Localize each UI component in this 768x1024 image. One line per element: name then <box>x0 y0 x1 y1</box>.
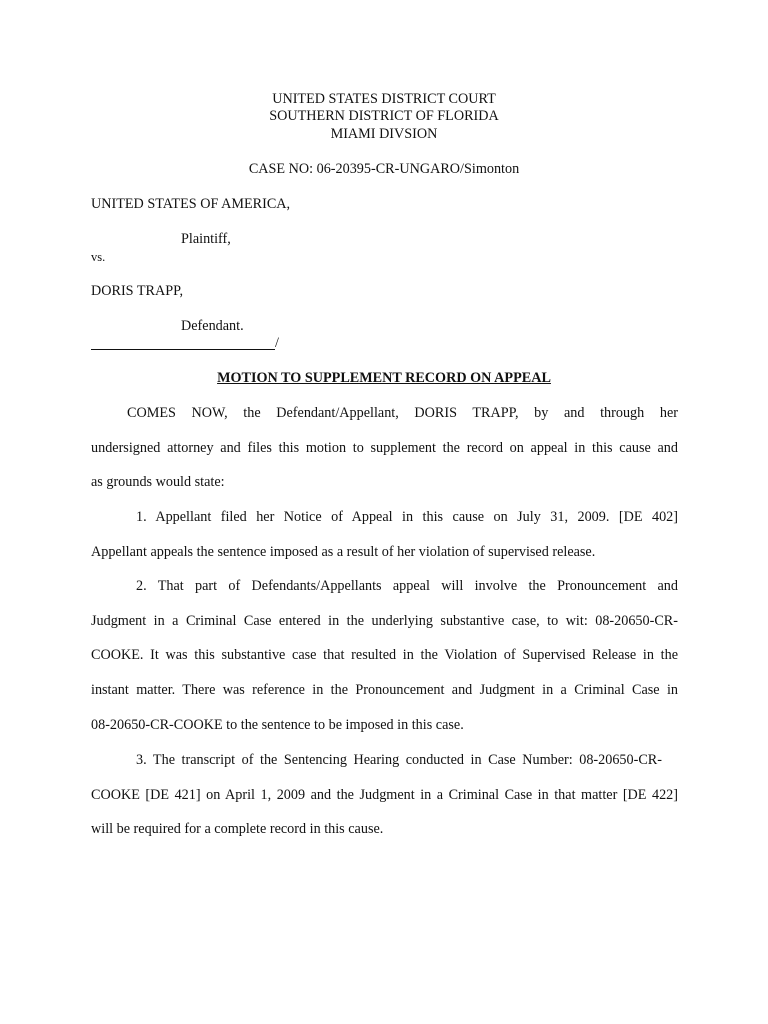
para3-line-1: 3. The transcript of the Sentencing Hearing conducted in Case Number: 08-20650-CR- <box>136 752 662 768</box>
versus-label: vs. <box>91 250 106 264</box>
para2-line-1: 2. That part of Defendants/Appellants appeal will involve the Pronouncement and <box>136 578 678 594</box>
caption-slash: / <box>275 335 279 351</box>
para2-line-4: instant matter. There was reference in the Pronouncement and Judgment in a Criminal Case in <box>91 682 678 698</box>
intro-line-2: undersigned attorney and files this motion to supplement the record on appeal in this cause and <box>91 440 678 456</box>
defendant-name: DORIS TRAPP, <box>91 283 183 299</box>
plaintiff-name: UNITED STATES OF AMERICA, <box>91 196 291 212</box>
intro-line-3: as grounds would state: <box>91 474 225 490</box>
court-name: UNITED STATES DISTRICT COURT <box>272 91 496 107</box>
case-number: CASE NO: 06-20395-CR-UNGARO/Simonton <box>248 161 520 177</box>
para2-line-5: 08-20650-CR-COOKE to the sentence to be imposed in this case. <box>91 717 464 733</box>
division-name: MIAMI DIVSION <box>330 126 438 142</box>
para3-line-2: COOKE [DE 421] on April 1, 2009 and the Judgment in a Criminal Case in that matter [DE 422] <box>91 787 678 803</box>
para2-line-3: COOKE. It was this substantive case that resulted in the Violation of Supervised Release in the <box>91 647 678 663</box>
para1-line-1: 1. Appellant filed her Notice of Appeal in this cause on July 31, 2009. [DE 402] <box>136 509 678 525</box>
para2-line-2: Judgment in a Criminal Case entered in the underlying substantive case, to wit: 08-20650-CR- <box>91 613 678 629</box>
para3-line-3: will be required for a complete record in this cause. <box>91 821 384 837</box>
document-title: MOTION TO SUPPLEMENT RECORD ON APPEAL <box>217 370 551 386</box>
caption-signature-rule <box>91 349 275 350</box>
plaintiff-role: Plaintiff, <box>181 231 231 247</box>
district-name: SOUTHERN DISTRICT OF FLORIDA <box>269 108 499 124</box>
intro-line-1: COMES NOW, the Defendant/Appellant, DORIS TRAPP, by and through her <box>127 405 678 421</box>
para1-line-2: Appellant appeals the sentence imposed as a result of her violation of supervised release. <box>91 544 596 560</box>
defendant-role: Defendant. <box>181 318 244 334</box>
